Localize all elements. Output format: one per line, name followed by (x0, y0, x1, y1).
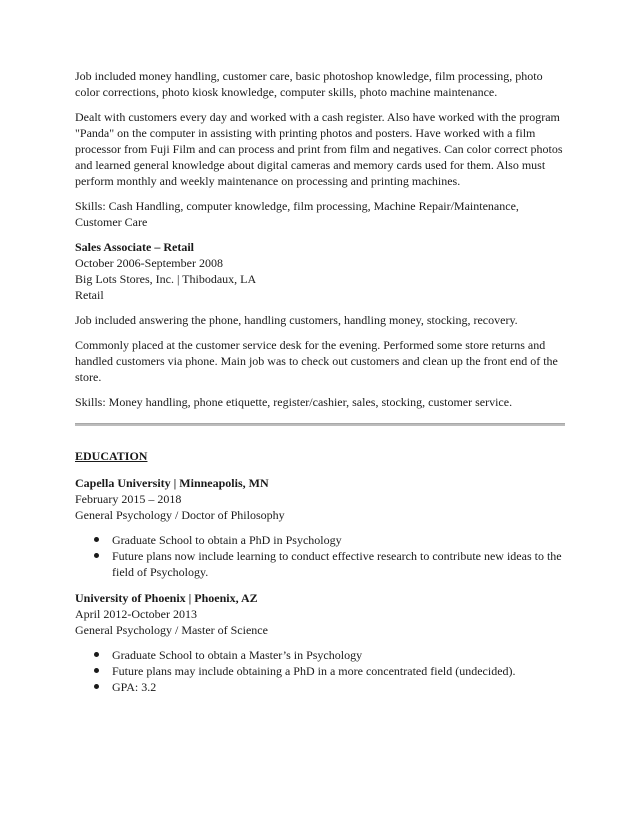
school-dates: April 2012-October 2013 (75, 607, 197, 621)
bullet-icon (94, 668, 99, 673)
bullet-item (75, 532, 567, 548)
job-skills-paragraph: Skills: Money handling, phone etiquette, register/cashier, sales, stocking, customer service. (75, 395, 513, 409)
job-employer: Big Lots Stores, Inc. | Thibodaux, LA (75, 272, 257, 286)
resume-content (75, 68, 567, 705)
job-entry-sales-associate (75, 239, 567, 410)
bullet-icon (94, 652, 99, 657)
education-section (75, 448, 567, 695)
school-bullet-list (75, 532, 567, 580)
bullet-icon (94, 537, 99, 542)
section-divider (75, 423, 565, 426)
school-dates: February 2015 – 2018 (75, 492, 182, 506)
school-bullet-list (75, 647, 567, 695)
job-dates: October 2006-September 2008 (75, 256, 223, 270)
bullet-text: Graduate School to obtain a Master’s in Psychology (112, 648, 363, 662)
job-description-paragraph: Job included money handling, customer care, basic photoshop knowledge, film processing, photo color corrections, photo kiosk knowledge, computer skills, photo machine maintenance. (75, 69, 543, 99)
job-description-paragraph: Job included answering the phone, handling customers, handling money, stocking, recovery. (75, 313, 518, 327)
bullet-icon (94, 684, 99, 689)
bullet-icon (94, 553, 99, 558)
education-entry-phoenix (75, 590, 567, 695)
school-program: General Psychology / Doctor of Philosophy (75, 508, 285, 522)
bullet-item (75, 679, 567, 695)
education-heading: EDUCATION (75, 449, 148, 463)
bullet-text: GPA: 3.2 (112, 680, 157, 694)
job-title: Sales Associate – Retail (75, 240, 194, 254)
job-skills-paragraph: Skills: Cash Handling, computer knowledge, film processing, Machine Repair/Maintenance, Customer Care (75, 199, 519, 229)
school-name: Capella University | Minneapolis, MN (75, 476, 269, 490)
bullet-text: Future plans may include obtaining a PhD in a more concentrated field (undecided). (112, 664, 516, 678)
bullet-text: Future plans now include learning to conduct effective research to contribute new ideas to the field of Psychology. (112, 549, 562, 579)
job-description-paragraph: Dealt with customers every day and worked with a cash register. Also have worked with the program "Panda" on the computer in assisting with printing photos and posters. Have worked with a film processor from Fuji Film and can process and print from film and negatives. Can color correct photos and learned general knowledge about digital cameras and memory cards used for them. Also must perform monthly and weekly maintenance on processing and printing machines. (75, 110, 563, 188)
school-program: General Psychology / Master of Science (75, 623, 268, 637)
school-name: University of Phoenix | Phoenix, AZ (75, 591, 258, 605)
education-entry-capella (75, 475, 567, 580)
bullet-item (75, 548, 567, 580)
job-description-paragraph: Commonly placed at the customer service desk for the evening. Performed some store returns and handled customers via phone. Main job was to check out customers and clean up the front end of the store. (75, 338, 558, 384)
bullet-item (75, 647, 567, 663)
bullet-text: Graduate School to obtain a PhD in Psychology (112, 533, 342, 547)
job-category: Retail (75, 288, 104, 302)
bullet-item (75, 663, 567, 679)
